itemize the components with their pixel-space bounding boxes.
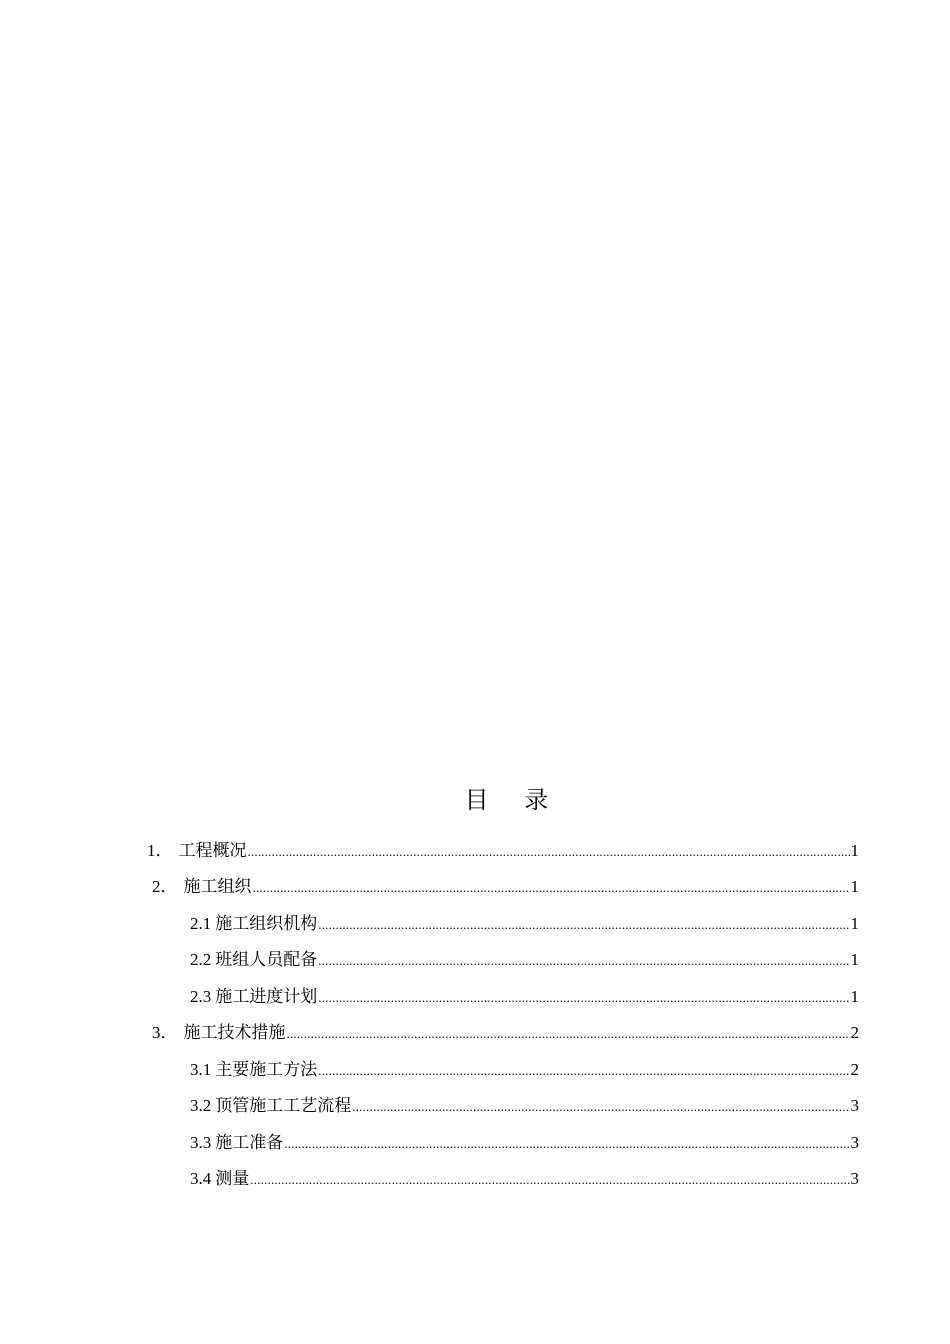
toc-dot-leader	[318, 914, 849, 936]
toc-entry-number: 3.3	[190, 1133, 212, 1152]
toc-dot-leader	[318, 950, 849, 972]
toc-dot-leader	[287, 1023, 850, 1045]
toc-entry-page: 1	[850, 950, 859, 969]
toc-entry-page: 1	[850, 841, 859, 860]
toc-entry-page: 2	[850, 1060, 859, 1079]
toc-dot-leader	[318, 1060, 849, 1082]
toc-entry[interactable]	[147, 840, 859, 862]
toc-entry-page: 3	[850, 1096, 859, 1115]
toc-entry-text: 测量	[215, 1169, 250, 1189]
toc-dot-leader	[253, 877, 850, 899]
toc-entry-number: 3.2	[190, 1096, 212, 1115]
toc-dot-leader	[248, 841, 850, 863]
toc-entry-text: 主要施工方法	[215, 1060, 318, 1080]
toc-entry-number: 2.1	[190, 914, 212, 933]
toc-entry-number: 1．	[147, 841, 173, 860]
toc-entry[interactable]	[152, 1022, 859, 1044]
toc-dot-leader	[318, 987, 849, 1009]
toc-entry-number: 3．	[152, 1023, 178, 1042]
toc-entry-number: 3.1	[190, 1060, 212, 1079]
toc-entry[interactable]	[152, 876, 859, 898]
toc-entry-text: 施工准备	[215, 1133, 284, 1153]
toc-entry-text: 顶管施工工艺流程	[215, 1096, 352, 1116]
toc-entry-page: 2	[850, 1023, 859, 1042]
toc-entry-page: 1	[850, 914, 859, 933]
toc-entry[interactable]	[190, 949, 859, 971]
toc-title: 目 录	[464, 786, 563, 814]
toc-entry-text: 施工组织	[183, 877, 252, 897]
toc-entry-text: 班组人员配备	[215, 950, 318, 970]
toc-entry[interactable]	[190, 1168, 859, 1190]
toc-entry-page: 1	[850, 877, 859, 896]
toc-entry-number: 2.3	[190, 987, 212, 1006]
toc-entry-text: 施工组织机构	[215, 914, 318, 934]
toc-entry[interactable]	[190, 986, 859, 1008]
toc-entry-page: 3	[850, 1133, 859, 1152]
toc-entry-number: 2．	[152, 877, 178, 896]
toc-entry[interactable]	[190, 1059, 859, 1081]
toc-entry-text: 工程概况	[178, 841, 247, 861]
toc-entry[interactable]	[190, 913, 859, 935]
toc-entry-number: 3.4	[190, 1169, 212, 1188]
toc-dot-leader	[250, 1169, 849, 1191]
toc-entry[interactable]	[190, 1095, 859, 1117]
toc-entry-text: 施工技术措施	[183, 1023, 286, 1043]
toc-entry[interactable]	[190, 1132, 859, 1154]
toc-dot-leader	[352, 1096, 849, 1118]
toc-entry-text: 施工进度计划	[215, 987, 318, 1007]
toc-entry-number: 2.2	[190, 950, 212, 969]
toc-dot-leader	[284, 1133, 849, 1155]
toc-entry-page: 3	[850, 1169, 859, 1188]
toc-entry-page: 1	[850, 987, 859, 1006]
